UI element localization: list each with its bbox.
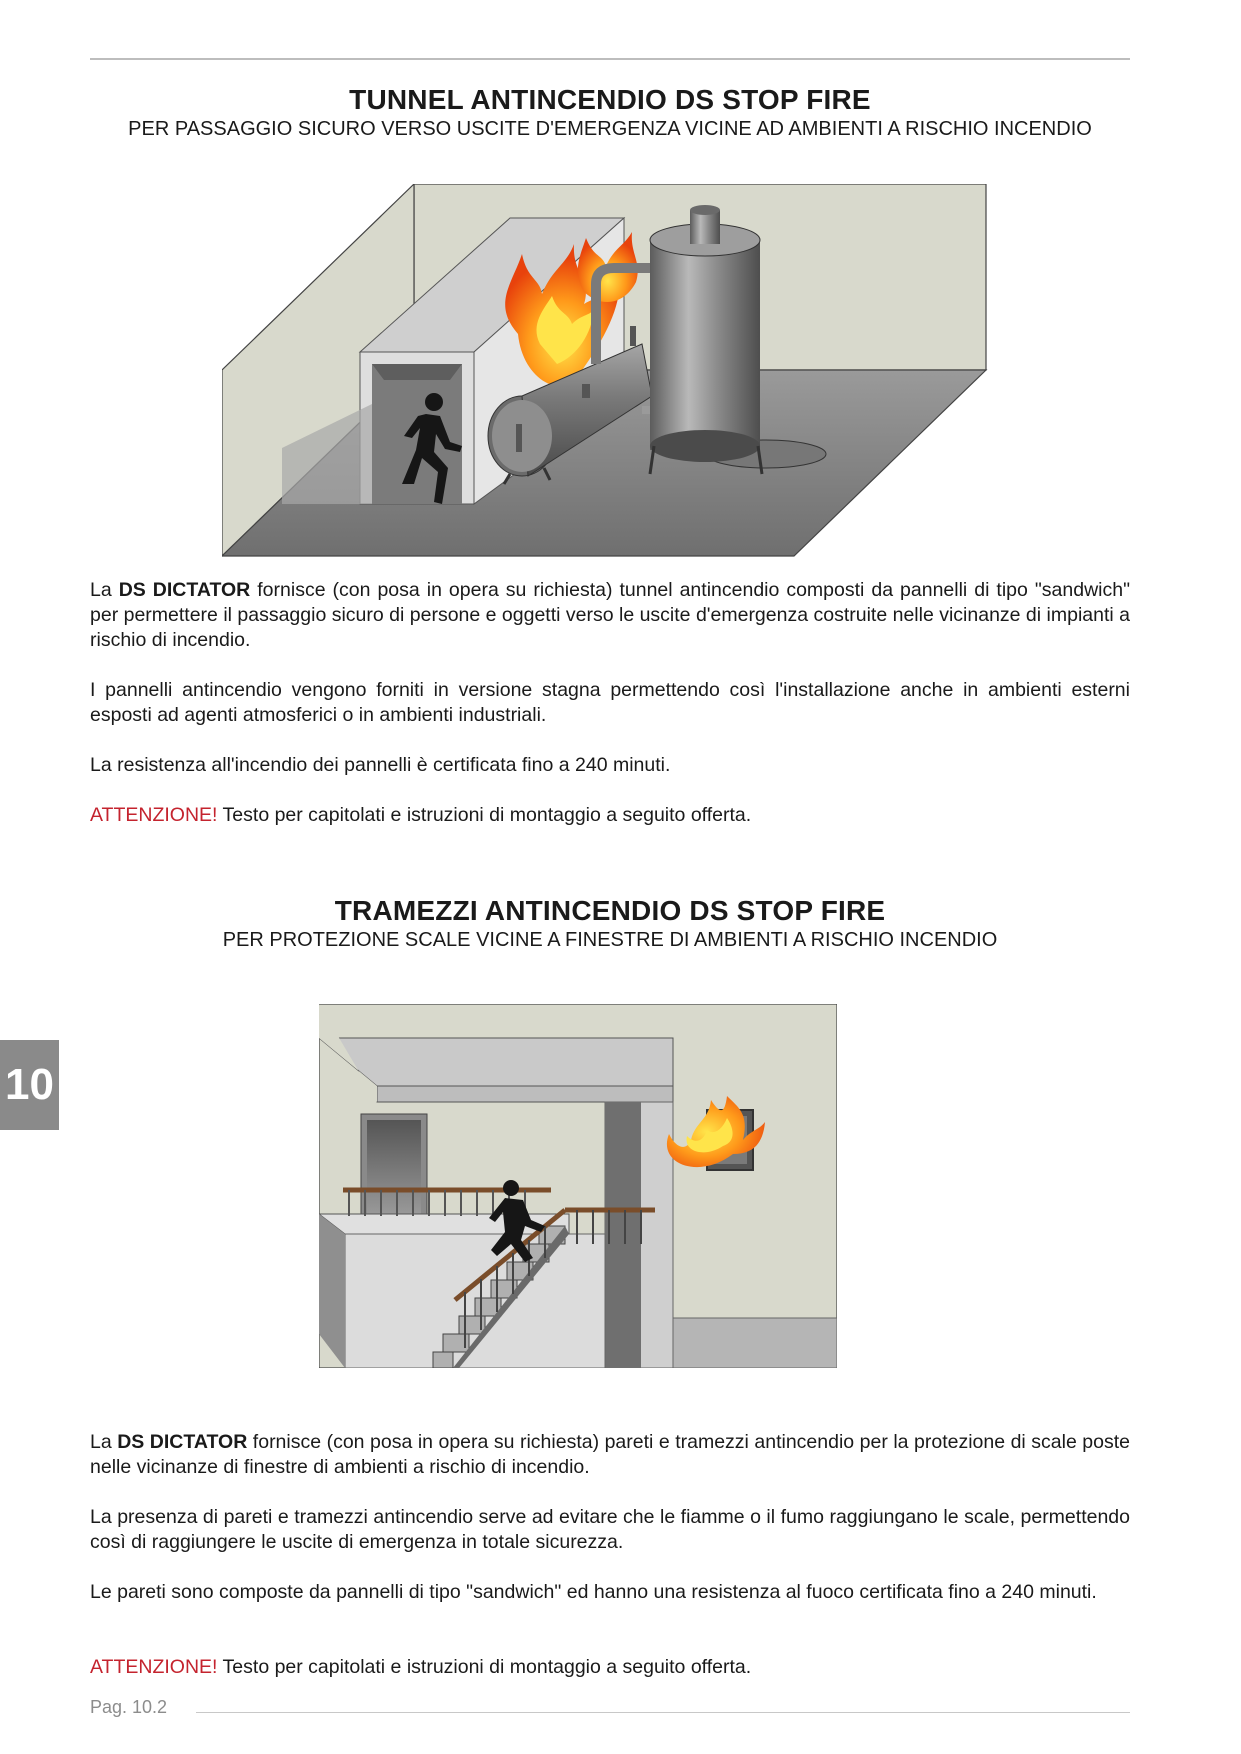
section1-paragraph-1: La DS DICTATOR fornisce (con posa in opera su richiesta) tunnel antincendio composti da pannelli di tipo "sandwich" per permettere il passaggio sicuro di persone e oggetti verso le uscite d'emergenza costruite nelle vicinanze di impianti a rischio di incendio. bbox=[90, 579, 1130, 651]
section1-warning: ATTENZIONE! Testo per capitolati e istruzioni di montaggio a seguito offerta. bbox=[90, 804, 752, 826]
section2-paragraph-1: La DS DICTATOR fornisce (con posa in opera su richiesta) pareti e tramezzi antincendio per la protezione di scale poste nelle vicinanze di finestre di ambienti a rischio di incendio. bbox=[90, 1431, 1131, 1478]
section2-paragraph-3: Le pareti sono composte da pannelli di tipo "sandwich" ed hanno una resistenza al fuoco certificata fino a 240 minuti. bbox=[90, 1581, 1097, 1603]
warning-label: ATTENZIONE! bbox=[90, 804, 218, 826]
warning-label: ATTENZIONE! bbox=[90, 1656, 218, 1678]
section1-subtitle: PER PASSAGGIO SICURO VERSO USCITE D'EMERGENZA VICINE AD AMBIENTI A RISCHIO INCENDIO bbox=[128, 118, 1092, 140]
tunnel-illustration bbox=[222, 184, 994, 560]
section2-title: TRAMEZZI ANTINCENDIO DS STOP FIRE bbox=[334, 895, 886, 926]
top-divider bbox=[90, 58, 1130, 60]
stairs-illustration bbox=[319, 1004, 837, 1368]
section1-paragraph-3: La resistenza all'incendio dei pannelli è certificata fino a 240 minuti. bbox=[90, 754, 671, 776]
section1-paragraph-2: I pannelli antincendio vengono forniti in versione stagna permettendo così l'installazione anche in ambienti esterni esposti ad agenti atmosferici o in ambienti industriali. bbox=[90, 679, 1130, 726]
section2-warning: ATTENZIONE! Testo per capitolati e istruzioni di montaggio a seguito offerta. bbox=[90, 1656, 752, 1678]
chapter-tab: 10 bbox=[0, 1040, 59, 1130]
section2-subtitle: PER PROTEZIONE SCALE VICINE A FINESTRE DI AMBIENTI A RISCHIO INCENDIO bbox=[222, 929, 998, 951]
brand-name: DS DICTATOR bbox=[118, 579, 251, 601]
section1-title: TUNNEL ANTINCENDIO DS STOP FIRE bbox=[349, 84, 871, 115]
section2-paragraph-2: La presenza di pareti e tramezzi antincendio serve ad evitare che le fiamme o il fumo raggiungano le scale, permettendo così di raggiungere le uscite di emergenza in totale sicurezza. bbox=[90, 1506, 1130, 1553]
page-number: Pag. 10.2 bbox=[90, 1697, 168, 1717]
brand-name: DS DICTATOR bbox=[117, 1431, 248, 1453]
footer-divider bbox=[196, 1712, 1130, 1713]
